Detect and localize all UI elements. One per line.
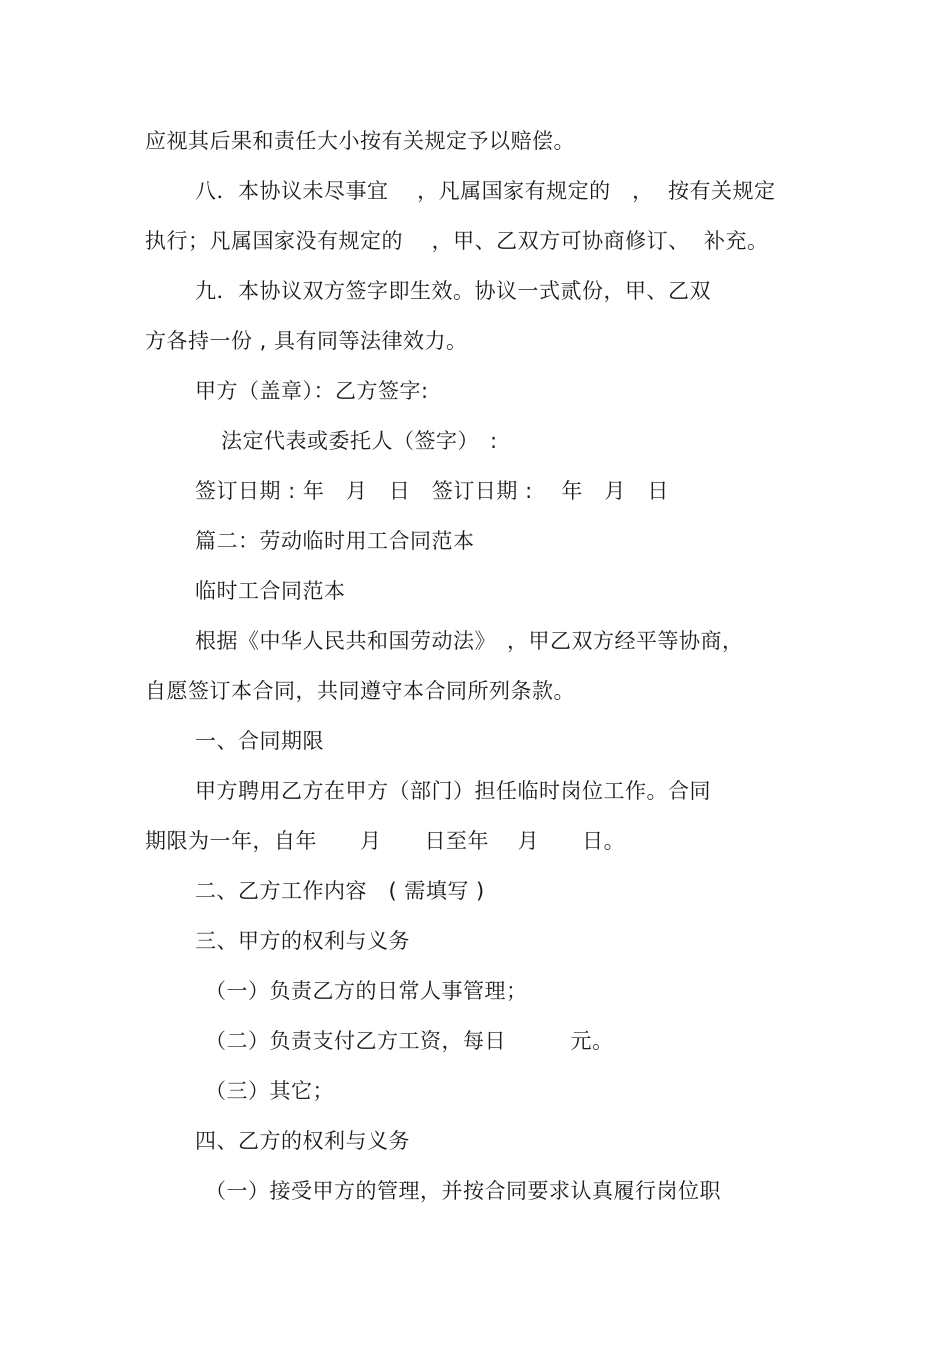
clause-nine-line-1: 九．本协议双方签字即生效。协议一式贰份，甲、乙双 — [195, 279, 711, 303]
term-line-2: 期限为一年，自年 月 日至年 月 日。 — [145, 829, 626, 853]
clause-nine-line-2: 方各持一份 , 具有同等法律效力。 — [145, 329, 468, 353]
party-b-item-1: （一）接受甲方的管理，并按合同要求认真履行岗位职 — [205, 1179, 721, 1203]
party-a-item-1: （一）负责乙方的日常人事管理； — [205, 979, 528, 1003]
preamble-line-2: 自愿签订本合同，共同遵守本合同所列条款。 — [145, 679, 575, 703]
legal-representative-line: 法定代表或委托人（签字） : — [221, 429, 498, 453]
heading-work-content: 二、乙方工作内容 ( 需填写 ) — [195, 879, 485, 903]
clause-eight-line-1: 八．本协议未尽事宜 ，凡属国家有规定的 ， 按有关规定 — [195, 179, 776, 203]
signing-date-line: 签订日期 : 年 月 日 签订日期 : 年 月 日 — [195, 479, 669, 503]
term-line-1: 甲方聘用乙方在甲方（部门）担任临时岗位工作。合同 — [195, 779, 711, 803]
section-two-title: 篇二：劳动临时用工合同范本 — [195, 529, 475, 553]
heading-contract-term: 一、合同期限 — [195, 729, 324, 753]
heading-party-b-rights: 四、乙方的权利与义务 — [195, 1129, 410, 1153]
signature-party-line: 甲方（盖章）：乙方签字: — [195, 379, 429, 403]
party-a-item-2: （二）负责支付乙方工资，每日 元。 — [205, 1029, 614, 1053]
party-a-item-3: （三）其它； — [205, 1079, 334, 1103]
text-line-compensation: 应视其后果和责任大小按有关规定予以赔偿。 — [145, 129, 575, 153]
contract-title: 临时工合同范本 — [195, 579, 346, 603]
heading-party-a-rights: 三、甲方的权利与义务 — [195, 929, 410, 953]
clause-eight-line-2: 执行；凡属国家没有规定的 ，甲、乙双方可协商修订、 补充。 — [145, 229, 769, 253]
preamble-line-1: 根据《中华人民共和国劳动法》 ，甲乙双方经平等协商， — [195, 629, 744, 653]
